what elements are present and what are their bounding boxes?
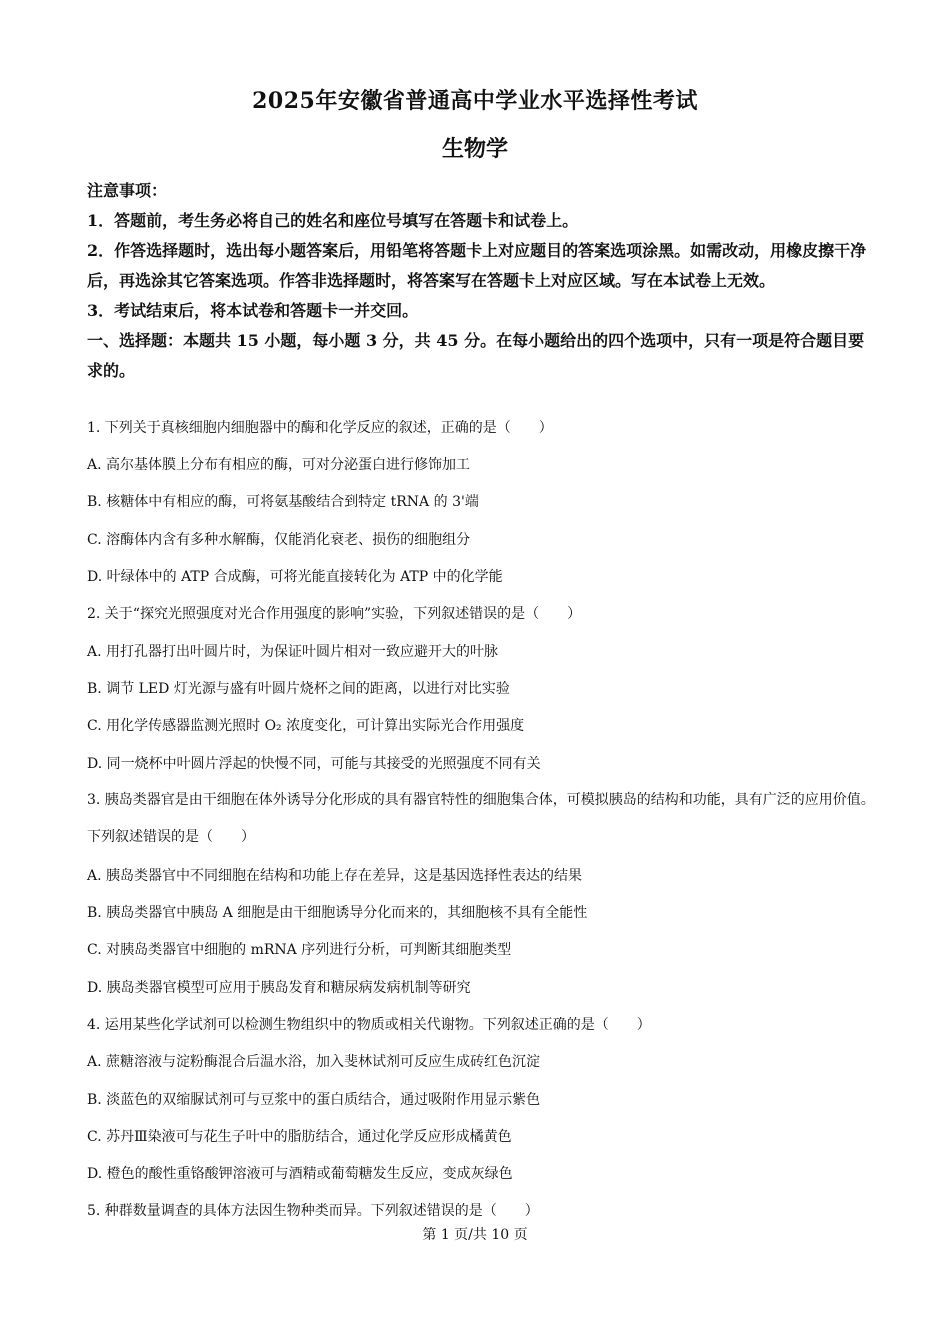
question-1-option-d: D. 叶绿体中的 ATP 合成酶，可将光能直接转化为 ATP 中的化学能 bbox=[87, 569, 503, 585]
question-3-option-c: C. 对胰岛类器官中细胞的 mRNA 序列进行分析，可判断其细胞类型 bbox=[87, 942, 512, 958]
question-4-option-d: D. 橙色的酸性重铬酸钾溶液可与酒精或葡萄糖发生反应，变成灰绿色 bbox=[87, 1166, 513, 1182]
question-3-option-a: A. 胰岛类器官中不同细胞在结构和功能上存在差异，这是基因选择性表达的结果 bbox=[87, 868, 583, 884]
question-1-stem: 1. 下列关于真核细胞内细胞器中的酶和化学反应的叙述，正确的是（ ） bbox=[87, 420, 553, 436]
question-1-option-b: B. 核糖体中有相应的酶，可将氨基酸结合到特定 tRNA 的 3'端 bbox=[87, 494, 479, 510]
note-item-1: 1．答题前，考生务必将自己的姓名和座位号填写在答题卡和试卷上。 bbox=[87, 211, 579, 230]
question-4-option-b: B. 淡蓝色的双缩脲试剂可与豆浆中的蛋白质结合，通过吸附作用显示紫色 bbox=[87, 1092, 541, 1108]
note-item-2: 2．作答选择题时，选出每小题答案后，用铅笔将答题卡上对应题目的答案选项涂黑。如需改动，用橡皮擦干净后，再选涂其它答案选项。作答非选择题时，将答案写在答题卡上对应区域。写在本试卷上无效。 bbox=[87, 241, 867, 290]
question-2-option-a: A. 用打孔器打出叶圆片时，为保证叶圆片相对一致应避开大的叶脉 bbox=[87, 644, 499, 660]
question-3-option-b: B. 胰岛类器官中胰岛 A 细胞是由干细胞诱导分化而来的，其细胞核不具有全能性 bbox=[87, 905, 588, 921]
exam-title: 2025年安徽省普通高中学业水平选择性考试 bbox=[252, 88, 698, 114]
question-3-stem: 3. 胰岛类器官是由干细胞在体外诱导分化形成的具有器官特性的细胞集合体，可模拟胰岛的结构和功能，具有广泛的应用价值。下列叙述错误的是（ ） bbox=[87, 792, 875, 845]
subject-title: 生物学 bbox=[441, 136, 508, 162]
page-footer: 第 1 页/共 10 页 bbox=[422, 1227, 528, 1243]
question-4-option-a: A. 蔗糖溶液与淀粉酶混合后温水浴，加入斐林试剂可反应生成砖红色沉淀 bbox=[87, 1054, 541, 1070]
question-4-option-c: C. 苏丹Ⅲ染液可与花生子叶中的脂肪结合，通过化学反应形成橘黄色 bbox=[87, 1129, 512, 1145]
question-2-option-b: B. 调节 LED 灯光源与盛有叶圆片烧杯之间的距离，以进行对比实验 bbox=[87, 681, 510, 697]
question-4-stem: 4. 运用某些化学试剂可以检测生物组织中的物质或相关代谢物。下列叙述正确的是（ ） bbox=[87, 1017, 651, 1033]
notes-section bbox=[87, 176, 867, 386]
question-1-option-c: C. 溶酶体内含有多种水解酶，仅能消化衰老、损伤的细胞组分 bbox=[87, 532, 471, 548]
section-heading: 一、选择题：本题共 15 小题，每小题 3 分，共 45 分。在每小题给出的四个选项中，只有一项是符合题目要求的。 bbox=[87, 331, 865, 380]
question-3-option-d: D. 胰岛类器官模型可应用于胰岛发育和糖尿病发病机制等研究 bbox=[87, 980, 471, 996]
question-5-stem: 5. 种群数量调查的具体方法因生物种类而异。下列叙述错误的是（ ） bbox=[87, 1203, 539, 1219]
notes-heading: 注意事项： bbox=[87, 181, 168, 200]
question-1-option-a: A. 高尔基体膜上分布有相应的酶，可对分泌蛋白进行修饰加工 bbox=[87, 457, 471, 473]
question-2-stem: 2. 关于“探究光照强度对光合作用强度的影响”实验，下列叙述错误的是（ ） bbox=[87, 606, 582, 622]
note-item-3: 3．考试结束后，将本试卷和答题卡一并交回。 bbox=[87, 301, 419, 320]
question-2-option-c: C. 用化学传感器监测光照时 O₂ 浓度变化，可计算出实际光合作用强度 bbox=[87, 718, 525, 734]
question-2-option-d: D. 同一烧杯中叶圆片浮起的快慢不同，可能与其接受的光照强度不同有关 bbox=[87, 756, 541, 772]
